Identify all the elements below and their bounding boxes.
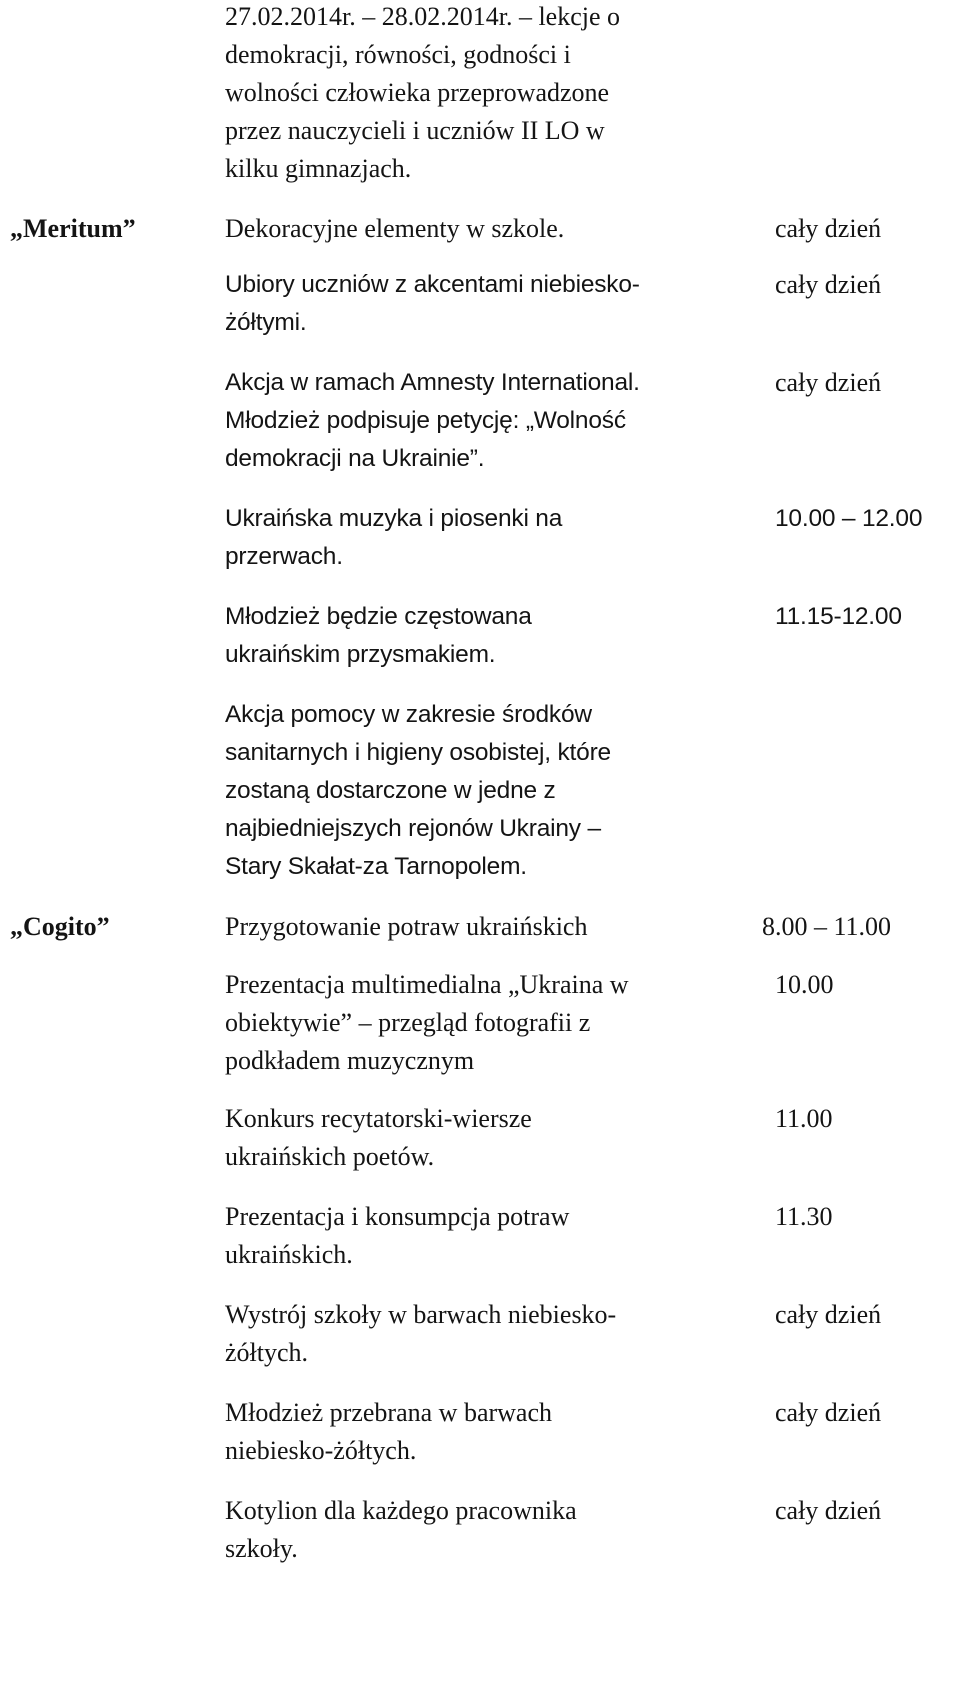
section-label-meritum: „Meritum”: [10, 214, 136, 243]
activity-text: Prezentacja i konsumpcja potraw: [225, 1202, 570, 1231]
activity-text: Młodzież podpisuje petycję: „Wolność: [225, 407, 626, 434]
activity-time: 11.30: [775, 1202, 833, 1231]
activity-time: 10.00 – 12.00: [775, 505, 923, 532]
activity-text: Konkurs recytatorski-wiersze: [225, 1104, 532, 1133]
activity-text: Młodzież przebrana w barwach: [225, 1398, 552, 1427]
activity-time: cały dzień: [775, 1398, 882, 1427]
activity-text: Prezentacja multimedialna „Ukraina w: [225, 970, 629, 999]
activity-text: Stary Skałat-za Tarnopolem.: [225, 853, 527, 880]
intro-line: demokracji, równości, godności i: [225, 40, 571, 69]
activity-time: 11.00: [775, 1104, 833, 1133]
activity-time: 8.00 – 11.00: [762, 912, 892, 941]
activity-text: najbiedniejszych rejonów Ukrainy –: [225, 815, 601, 842]
activity-text: żółtymi.: [225, 309, 307, 336]
activity-text: Przygotowanie potraw ukraińskich: [225, 912, 588, 941]
activity-text: podkładem muzycznym: [225, 1046, 475, 1075]
activity-text: żółtych.: [225, 1338, 309, 1367]
intro-line: 27.02.2014r. – 28.02.2014r. – lekcje o: [225, 2, 621, 31]
intro-line: kilku gimnazjach.: [225, 154, 412, 183]
activity-time: cały dzień: [775, 1496, 882, 1525]
activity-text: Kotylion dla każdego pracownika: [225, 1496, 577, 1525]
activity-text: demokracji na Ukrainie”.: [225, 445, 485, 472]
activity-time: cały dzień: [775, 1300, 882, 1329]
section-label-cogito: „Cogito”: [10, 912, 110, 941]
activity-text: szkoły.: [225, 1534, 298, 1563]
activity-time: 11.15-12.00: [775, 603, 902, 630]
activity-text: zostaną dostarczone w jedne z: [225, 777, 556, 804]
activity-text: Wystrój szkoły w barwach niebiesko-: [225, 1300, 617, 1329]
activity-text: sanitarnych i higieny osobistej, które: [225, 739, 611, 766]
activity-text: ukraińskich.: [225, 1240, 353, 1269]
activity-time: cały dzień: [775, 368, 882, 397]
activity-time: 10.00: [775, 970, 834, 999]
activity-text: ukraińskich poetów.: [225, 1142, 435, 1171]
activity-text: niebiesko-żółtych.: [225, 1436, 417, 1465]
activity-text: Akcja pomocy w zakresie środków: [225, 701, 592, 728]
intro-line: przez nauczycieli i uczniów II LO w: [225, 116, 605, 145]
activity-text: Ukraińska muzyka i piosenki na: [225, 505, 563, 532]
intro-line: wolności człowieka przeprowadzone: [225, 78, 610, 107]
activity-text: Akcja w ramach Amnesty International.: [225, 369, 640, 396]
activity-text: przerwach.: [225, 543, 343, 570]
activity-time: cały dzień: [775, 270, 882, 299]
activity-text: ukraińskim przysmakiem.: [225, 641, 496, 668]
activity-text: Młodzież będzie częstowana: [225, 603, 532, 630]
activity-time: cały dzień: [775, 214, 882, 243]
activity-text: obiektywie” – przegląd fotografii z: [225, 1008, 591, 1037]
activity-text: Ubiory uczniów z akcentami niebiesko-: [225, 271, 640, 298]
activity-text: Dekoracyjne elementy w szkole.: [225, 214, 565, 243]
